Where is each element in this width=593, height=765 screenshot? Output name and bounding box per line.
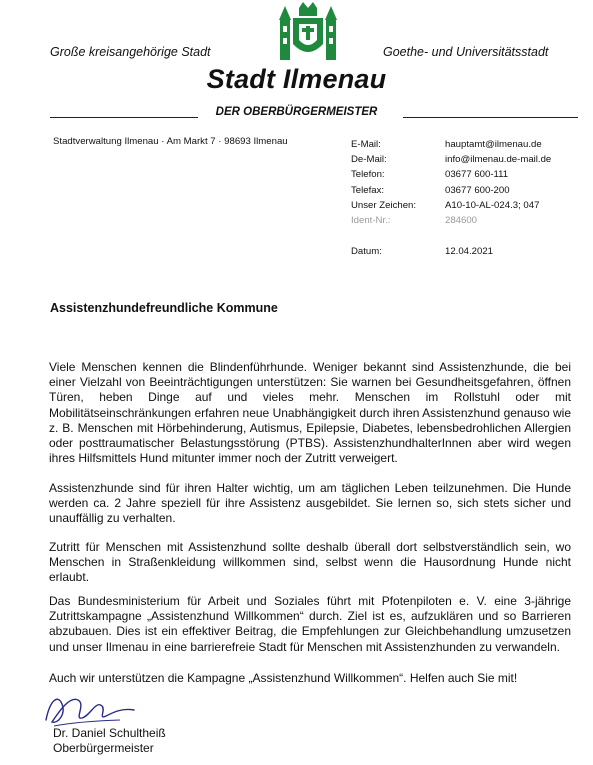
city-crest-logo — [275, 2, 341, 64]
signatory-title: Oberbürgermeister — [53, 741, 154, 755]
reference-value: A10-10-AL-024.3; 047 — [445, 199, 540, 211]
ident-label: Ident-Nr.: — [351, 214, 391, 226]
office-subtitle: DER OBERBÜRGERMEISTER — [215, 106, 378, 118]
body-paragraph-4: Das Bundesministerium für Arbeit und Soziales führt mit Pfotenpiloten e. V. eine 3-jährige Zutrittskampagne „Assistenzhund Willkommen“ durch. Ziel ist es, aufzuklären und so Barrieren abzubauen. Dies ist ein effektiver Beitrag, die Empfehlungen zur Gleichbehandlung umzusetzen und unser Ilmenau in eine barrierefreie Stadt für Menschen mit Assistenzhunden zu verwandeln. — [49, 594, 571, 654]
signatory-name: Dr. Daniel Schultheiß — [53, 726, 166, 740]
header-right-text: Goethe- und Universitätsstadt — [383, 45, 549, 59]
email-row — [351, 137, 551, 152]
fax-row — [351, 183, 551, 198]
body-paragraph-5: Auch wir unterstützen die Kampagne „Assistenzhund Willkommen“. Helfen auch Sie mit! — [49, 671, 518, 685]
body-paragraph-3: Zutritt für Menschen mit Assistenzhund sollte deshalb überall dort selbstverständlich sein, wo Menschen in Straßenkleidung willkommen sind, selbst wenn die Hausordnung Hunde nicht erlaubt. — [49, 540, 571, 585]
reference-label: Unser Zeichen: — [351, 199, 417, 211]
email-label: E-Mail: — [351, 139, 381, 150]
demail-value: info@ilmenau.de-mail.de — [445, 154, 552, 166]
contact-info-block — [351, 137, 551, 259]
demail-label: De-Mail: — [351, 154, 387, 166]
header-left-text: Große kreisangehörige Stadt — [50, 45, 211, 59]
handwritten-signature — [40, 690, 140, 730]
subject-heading: Assistenzhundefreundliche Kommune — [50, 301, 278, 315]
body-paragraph-2: Assistenzhunde sind für ihren Halter wichtig, um am täglichen Leben teilzunehmen. Die Hunde werden ca. 2 Jahre speziell für ihre Assistenz ausgebildet. Sie lernen so, sich stets sicher und unauffällig zu verhalten. — [49, 481, 571, 526]
email-value: hauptamt@ilmenau.de — [445, 139, 542, 150]
fax-label: Telefax: — [351, 184, 385, 196]
ident-row — [351, 213, 551, 228]
reference-row — [351, 198, 551, 213]
phone-value: 03677 600-111 — [445, 169, 509, 181]
date-value: 12.04.2021 — [445, 246, 494, 258]
date-row — [351, 244, 551, 259]
fax-value: 03677 600-200 — [445, 184, 510, 196]
ident-value: 284600 — [445, 214, 478, 226]
phone-label: Telefon: — [351, 169, 385, 181]
sender-address: Stadtverwaltung Ilmenau · Am Markt 7 · 98693 Ilmenau — [53, 136, 288, 147]
demail-row — [351, 152, 551, 167]
body-paragraph-1: Viele Menschen kennen die Blindenführhunde. Weniger bekannt sind Assistenzhunde, die bei einer Vielzahl von Beeinträchtigungen unterstützen: Sie warnen bei Gesundheitsgefahren, öffnen Türen, heben Dinge auf und vieles mehr. Menschen im Rollstuhl oder mit Mobilitätseinschränkungen erfahren neue Unabhängigkeit durch ihren Assistenzhund genauso wie z. B. Menschen mit Hörbehinderung, Autismus, Epilepsie, Diabetes, lebensbedrohlichen Allergien oder posttraumatischer Belastungsstörung (PTBS). AssistenzhundhalterInnen aber wird wegen ihres Hilfsmittels Hund mitunter immer noch der Zutritt verweigert. — [49, 360, 571, 466]
city-title: Stadt Ilmenau — [206, 64, 387, 94]
phone-row — [351, 167, 551, 182]
header-rule-right — [403, 117, 578, 118]
date-label: Datum: — [351, 246, 382, 258]
